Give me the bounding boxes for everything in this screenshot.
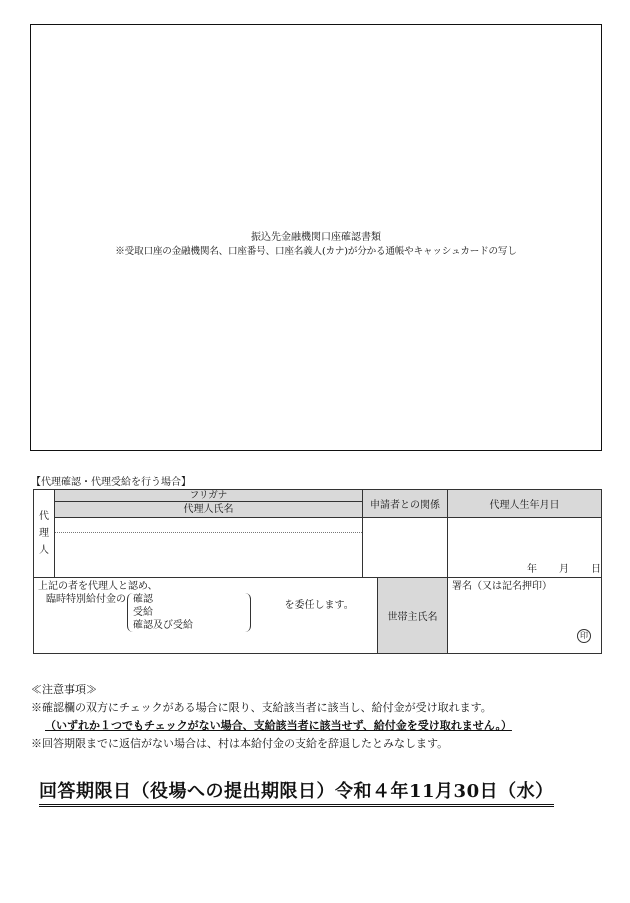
deadline-heading: 回答期限日（役場への提出期限日）令和４年11月30日（水）	[39, 777, 554, 807]
relation-label: 申請者との関係	[363, 490, 448, 518]
proxy-section-heading: 【代理確認・代理受給を行う場合】	[31, 477, 191, 488]
notes-section	[31, 681, 512, 753]
delegation-options[interactable]	[127, 593, 239, 632]
option-confirm: 確認	[133, 594, 153, 605]
proxy-name-field[interactable]	[55, 518, 363, 578]
seal-icon: 印	[577, 629, 591, 643]
proxy-side-label: 代 理 人	[34, 490, 55, 578]
option-both: 確認及び受給	[133, 620, 193, 631]
furigana-label: フリガナ	[55, 490, 363, 502]
signature-label: 署名（又は記名押印）	[452, 581, 552, 592]
relation-field[interactable]	[363, 518, 448, 578]
notes-heading: ≪注意事項≫	[31, 683, 97, 696]
attachment-note: ※受取口座の金融機関名、口座番号、口座名義人(カナ)が分かる通帳やキャッシュカードの写し	[115, 246, 517, 257]
option-receive: 受給	[133, 607, 153, 618]
note-line-3: ※回答期限までに返信がない場合は、村は本給付金の支給を辞退したとみなします。	[31, 737, 449, 750]
note-line-2: （いずれか１つでもチェックがない場合、支給該当者に該当せず、給付金を受け取れません。）	[45, 719, 512, 732]
delegation-statement: 上記の者を代理人と認め、 臨時特別給付金の 確認 受給 確認及び受給 を委任します。	[34, 578, 378, 654]
attachment-title: 振込先金融機関口座確認書類	[251, 232, 381, 243]
household-head-label: 世帯主氏名	[378, 578, 448, 654]
note-line-1: ※確認欄の双方にチェックがある場合に限り、支給該当者に該当し、給付金が受け取れます。	[31, 701, 492, 714]
birthdate-field[interactable]: 年 月 日	[448, 518, 602, 578]
attachment-paste-area	[30, 24, 602, 451]
birth-label: 代理人生年月日	[448, 490, 602, 518]
proxy-table	[33, 489, 602, 654]
proxy-name-label: 代理人氏名	[55, 502, 363, 518]
signature-field[interactable]	[448, 578, 602, 654]
